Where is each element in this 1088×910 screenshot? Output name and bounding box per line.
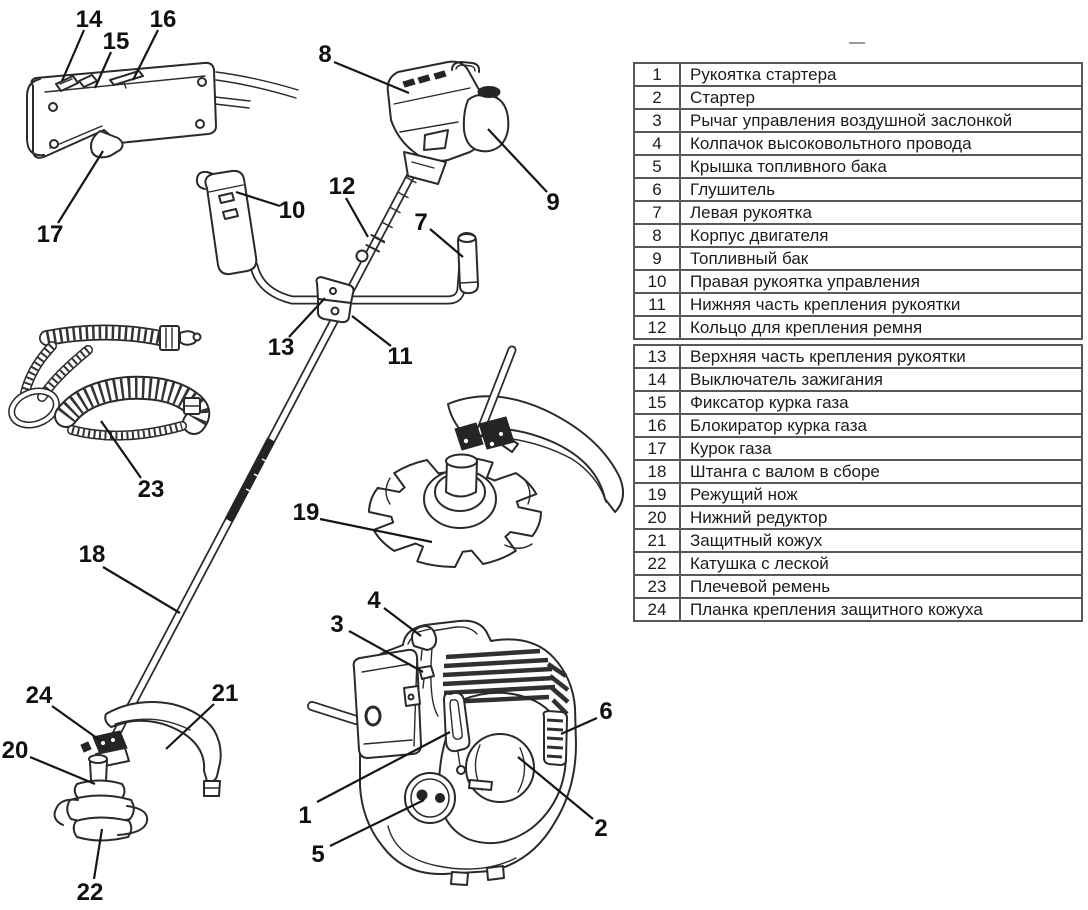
legend-row-number: 15 [634, 391, 680, 414]
strap-ring [357, 251, 368, 262]
legend-row-label: Катушка с леской [680, 552, 1082, 575]
legend-row-number: 16 [634, 414, 680, 437]
legend-row-label: Рычаг управления воздушной заслонкой [680, 109, 1082, 132]
legend-row-number: 19 [634, 483, 680, 506]
legend-row-number: 4 [634, 132, 680, 155]
callout-number-5: 5 [311, 841, 325, 868]
legend-row-number: 2 [634, 86, 680, 109]
callout-number-9: 9 [546, 189, 560, 216]
legend-row-number: 7 [634, 201, 680, 224]
callout-number-15: 15 [102, 28, 130, 55]
legend-row-number: 13 [634, 345, 680, 368]
legend-row-label: Крышка топливного бака [680, 155, 1082, 178]
legend-row-number: 14 [634, 368, 680, 391]
callout-number-16: 16 [149, 6, 177, 33]
legend-row-number: 18 [634, 460, 680, 483]
callout-line-24 [52, 706, 101, 741]
choke-lever [419, 666, 434, 679]
legend-row-number: 17 [634, 437, 680, 460]
legend-row [634, 529, 1082, 552]
legend-row-number: 11 [634, 293, 680, 316]
callout-number-24: 24 [25, 682, 53, 709]
engine-detail-drawing [312, 621, 576, 885]
parts-legend [633, 62, 1085, 626]
legend-row [634, 63, 1082, 86]
legend-row [634, 293, 1082, 316]
legend-row [634, 483, 1082, 506]
legend-row-number: 12 [634, 316, 680, 339]
right-handle-grip [205, 171, 256, 274]
legend-row-number: 20 [634, 506, 680, 529]
callout-number-2: 2 [594, 815, 608, 842]
callout-number-7: 7 [414, 209, 428, 236]
legend-table-2 [633, 344, 1083, 622]
legend-row-label: Курок газа [680, 437, 1082, 460]
callout-line-20 [30, 757, 95, 784]
legend-row [634, 155, 1082, 178]
legend-row-label: Нижний редуктор [680, 506, 1082, 529]
legend-row [634, 414, 1082, 437]
legend-row-label: Нижняя часть крепления рукоятки [680, 293, 1082, 316]
spark-plug-cap [412, 626, 436, 650]
shaft-drawing [112, 158, 420, 742]
blade-head-drawing [369, 350, 623, 567]
legend-row-label: Рукоятка стартера [680, 63, 1082, 86]
legend-row-label: Топливный бак [680, 247, 1082, 270]
legend-row-number: 5 [634, 155, 680, 178]
shoulder-strap-drawing [7, 326, 201, 436]
callout-number-6: 6 [599, 698, 613, 725]
fuel-cap [405, 773, 455, 823]
legend-row-label: Стартер [680, 86, 1082, 109]
legend-row [634, 598, 1082, 621]
trimmer-head-drawing [55, 702, 221, 841]
legend-row [634, 109, 1082, 132]
callout-number-20: 20 [1, 737, 29, 764]
legend-row-label: Режущий нож [680, 483, 1082, 506]
legend-row-number: 10 [634, 270, 680, 293]
engine-top-drawing [388, 62, 509, 184]
throttle-handle-drawing [27, 63, 298, 158]
legend-row [634, 178, 1082, 201]
strap-buckle [160, 326, 179, 350]
callout-number-14: 14 [75, 6, 103, 33]
legend-row [634, 201, 1082, 224]
legend-row [634, 247, 1082, 270]
legend-row [634, 460, 1082, 483]
legend-row-label: Фиксатор курка газа [680, 391, 1082, 414]
legend-row [634, 552, 1082, 575]
legend-row-number: 21 [634, 529, 680, 552]
callout-number-17: 17 [36, 221, 64, 248]
legend-row [634, 345, 1082, 368]
legend-row-label: Колпачок высоковольтного провода [680, 132, 1082, 155]
callout-line-17 [58, 151, 103, 223]
legend-row [634, 437, 1082, 460]
legend-row-label: Верхняя часть крепления рукоятки [680, 345, 1082, 368]
legend-row-label: Защитный кожух [680, 529, 1082, 552]
callout-number-12: 12 [328, 173, 356, 200]
callout-line-9 [488, 129, 547, 192]
legend-row [634, 224, 1082, 247]
legend-row-label: Корпус двигателя [680, 224, 1082, 247]
callout-number-21: 21 [211, 680, 239, 707]
callout-line-12 [346, 198, 368, 237]
callout-number-3: 3 [330, 611, 344, 638]
legend-row-number: 8 [634, 224, 680, 247]
legend-row-label: Планка крепления защитного кожуха [680, 598, 1082, 621]
legend-row-label: Плечевой ремень [680, 575, 1082, 598]
callout-number-10: 10 [278, 197, 306, 224]
legend-row-number: 1 [634, 63, 680, 86]
legend-row-label: Штанга с валом в сборе [680, 460, 1082, 483]
legend-row-number: 3 [634, 109, 680, 132]
callout-line-23 [101, 421, 141, 478]
legend-row [634, 368, 1082, 391]
callout-number-18: 18 [78, 541, 106, 568]
callout-line-18 [103, 567, 180, 613]
callout-number-22: 22 [76, 879, 104, 906]
legend-row-label: Правая рукоятка управления [680, 270, 1082, 293]
callout-number-23: 23 [137, 476, 165, 503]
legend-row-number: 6 [634, 178, 680, 201]
legend-row-number: 23 [634, 575, 680, 598]
legend-row-label: Глушитель [680, 178, 1082, 201]
legend-row-label: Кольцо для крепления ремня [680, 316, 1082, 339]
callout-number-1: 1 [298, 802, 312, 829]
legend-row [634, 316, 1082, 339]
legend-row [634, 506, 1082, 529]
legend-row-number: 24 [634, 598, 680, 621]
callout-number-4: 4 [367, 587, 381, 614]
callout-line-4 [384, 608, 421, 636]
artifact-dash [849, 42, 865, 44]
legend-row-number: 22 [634, 552, 680, 575]
legend-row-number: 9 [634, 247, 680, 270]
legend-row-label: Выключатель зажигания [680, 368, 1082, 391]
callout-number-19: 19 [292, 499, 320, 526]
legend-table-1 [633, 62, 1083, 340]
callout-number-8: 8 [318, 41, 332, 68]
legend-row [634, 132, 1082, 155]
callout-number-13: 13 [267, 334, 295, 361]
legend-row [634, 86, 1082, 109]
legend-row [634, 575, 1082, 598]
line-spool [74, 818, 132, 841]
legend-row [634, 270, 1082, 293]
legend-row [634, 391, 1082, 414]
shaft-label-sticker [226, 438, 275, 522]
legend-row-label: Блокиратор курка газа [680, 414, 1082, 437]
callout-number-11: 11 [387, 343, 413, 370]
callout-line-11 [352, 316, 391, 346]
legend-row-label: Левая рукоятка [680, 201, 1082, 224]
